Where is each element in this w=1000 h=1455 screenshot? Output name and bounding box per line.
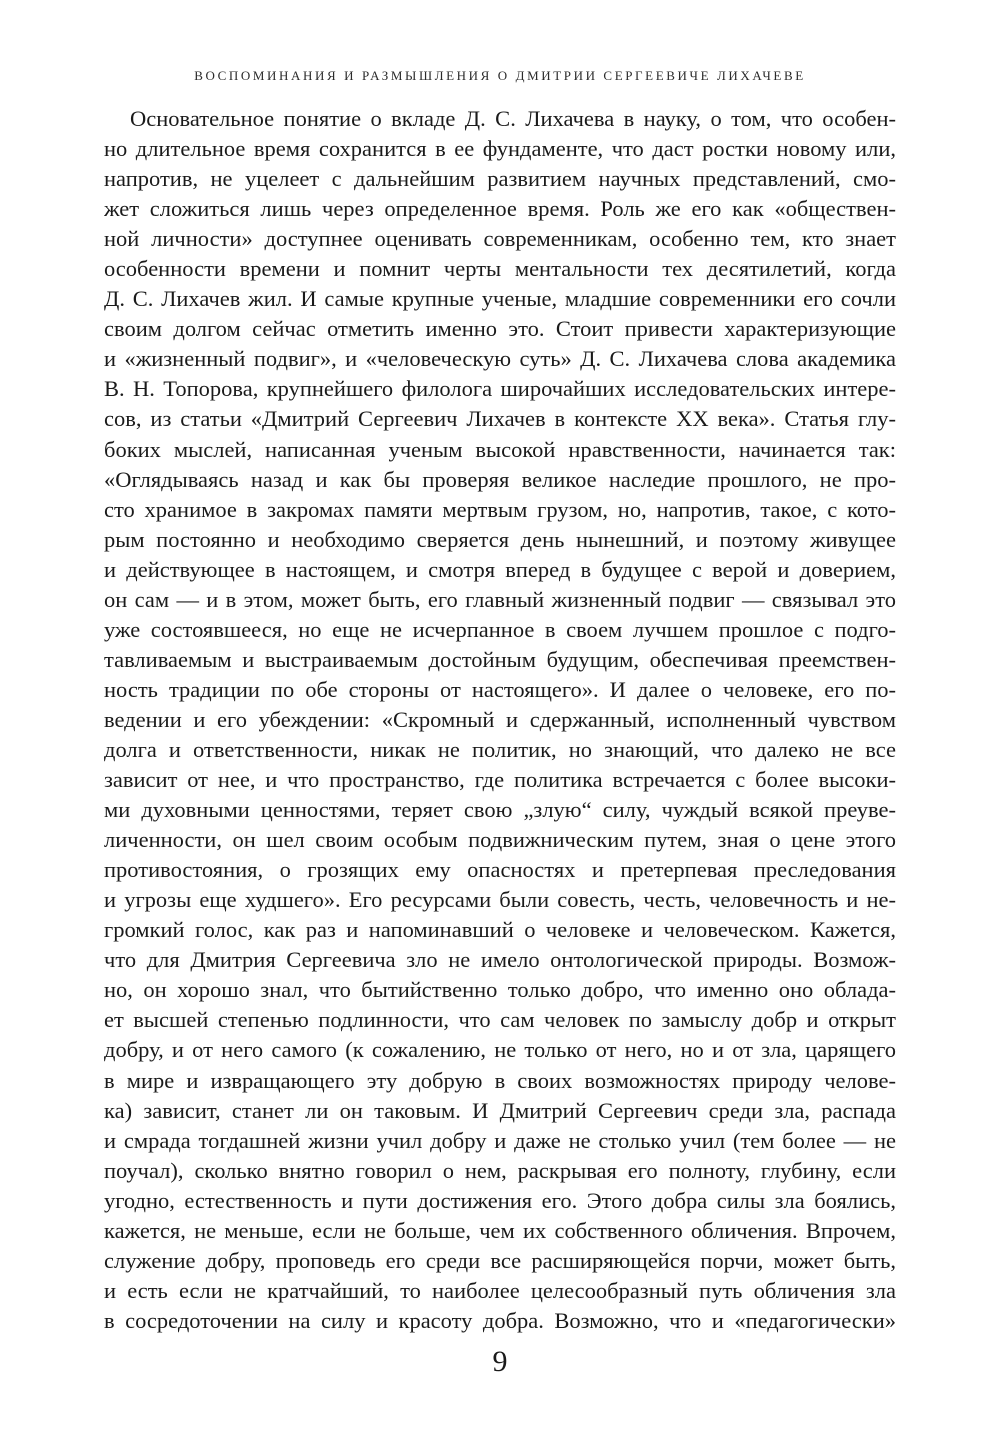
text-line: и смрада тогдашней жизни учил добру и даже не столько учил (тем более — не: [104, 1127, 896, 1153]
text-line: личенности, он шел своим особым подвижническим путем, зная о цене этого: [104, 827, 896, 853]
text-line: жет сложиться лишь через определенное время. Роль же его как «обществен-: [104, 196, 896, 222]
text-line: он сам — и в этом, может быть, его главный жизненный подвиг — связывал это: [104, 586, 896, 612]
text-line: долга и ответственности, никак не политик, но знающий, что далеко не все: [104, 736, 896, 762]
text-line: служение добру, проповедь его среди все расширяющейся порчи, может быть,: [104, 1247, 896, 1273]
running-head: ВОСПОМИНАНИЯ И РАЗМЫШЛЕНИЯ О ДМИТРИИ СЕРГЕЕВИЧЕ ЛИХАЧЕВЕ: [194, 68, 806, 83]
text-line: добру, и от него самого (к сожалению, не только от него, но и от зла, царящего: [104, 1037, 896, 1063]
text-line: но, он хорошо знал, что бытийственно только добро, что именно оно облада-: [104, 977, 896, 1003]
text-line: В. Н. Топорова, крупнейшего филолога широчайших исследовательских интере-: [104, 376, 896, 402]
text-line: ка) зависит, станет ли он таковым. И Дмитрий Сергеевич среди зла, распада: [104, 1097, 896, 1123]
text-line: и есть если не кратчайший, то наиболее целесообразный путь обличения зла: [104, 1277, 896, 1303]
text-line: и угрозы еще худшего». Его ресурсами были совесть, честь, человечность и не-: [104, 887, 896, 913]
text-line: уже состоявшееся, но еще не исчерпанное в своем лучшем прошлое с подго-: [104, 616, 896, 642]
text-line: кажется, не меньше, если не больше, чем их собственного обличения. Впрочем,: [104, 1217, 896, 1243]
text-line: Д. С. Лихачев жил. И самые крупные ученые, младшие современники его сочли: [104, 286, 896, 312]
text-line: особенности времени и помнит черты ментальности тех десятилетий, когда: [104, 256, 896, 282]
text-line: «Оглядываясь назад и как бы проверяя великое наследие прошлого, не про-: [104, 466, 896, 492]
body-text: [104, 104, 896, 1336]
text-line: боких мыслей, написанная ученым высокой нравственности, начинается так:: [104, 436, 896, 462]
text-line: в сосредоточении на силу и красоту добра. Возможно, что и «педагогически»: [104, 1307, 896, 1333]
text-line: ет высшей степенью подлинности, что сам человек по замыслу добр и открыт: [104, 1007, 896, 1033]
text-line: напротив, не уцелеет с дальнейшим развитием научных представлений, смо-: [104, 166, 896, 192]
text-line: тавливаемым и выстраиваемым достойным будущим, обеспечивая преемствен-: [104, 646, 896, 672]
text-line: ность традиции по обе стороны от настоящего». И далее о человеке, его по-: [104, 676, 896, 702]
text-line: своим долгом сейчас отметить именно это. Стоит привести характеризующие: [104, 316, 896, 342]
text-line: Основательное понятие о вкладе Д. С. Лихачева в науку, о том, что особен-: [130, 106, 896, 131]
text-line: ной личности» доступнее оценивать современникам, особенно тем, кто знает: [104, 226, 896, 252]
text-line: сов, из статьи «Дмитрий Сергеевич Лихачев в контексте XX века». Статья глу-: [104, 406, 896, 432]
text-line: но длительное время сохранится в ее фундаменте, что даст ростки новому или,: [104, 136, 896, 162]
text-line: рым постоянно и необходимо сверяется день нынешний, и поэтому живущее: [104, 526, 896, 552]
text-line: громкий голос, как раз и напоминавший о человеке и человеческом. Кажется,: [104, 917, 896, 943]
text-line: зависит от нее, и что пространство, где политика встречается с более высоки-: [104, 767, 896, 793]
text-line: ведении и его убеждении: «Скромный и сдержанный, исполненный чувством: [104, 706, 896, 732]
text-line: противостояния, о грозящих ему опасностях и претерпевая преследования: [104, 857, 896, 883]
text-line: и действующее в настоящем, и смотря вперед в будущее с верой и доверием,: [104, 556, 896, 582]
text-line: и «жизненный подвиг», и «человеческую суть» Д. С. Лихачева слова академика: [104, 346, 896, 372]
text-line: угодно, естественность и пути достижения его. Этого добра силы зла боялись,: [104, 1187, 896, 1213]
text-line: в мире и извращающего эту добрую в своих возможностях природу челове-: [104, 1067, 896, 1093]
text-line: что для Дмитрия Сергеевича зло не имело онтологической природы. Возмож-: [104, 947, 896, 973]
page-number: 9: [492, 1345, 508, 1378]
text-line: сто хранимое в закромах памяти мертвым грузом, но, напротив, такое, с кото-: [104, 496, 896, 522]
text-line: ми духовными ценностями, теряет свою „злую“ силу, чуждый всякой преуве-: [104, 797, 896, 823]
text-line: поучал), сколько внятно говорил о нем, раскрывая его полноту, глубину, если: [104, 1157, 896, 1183]
